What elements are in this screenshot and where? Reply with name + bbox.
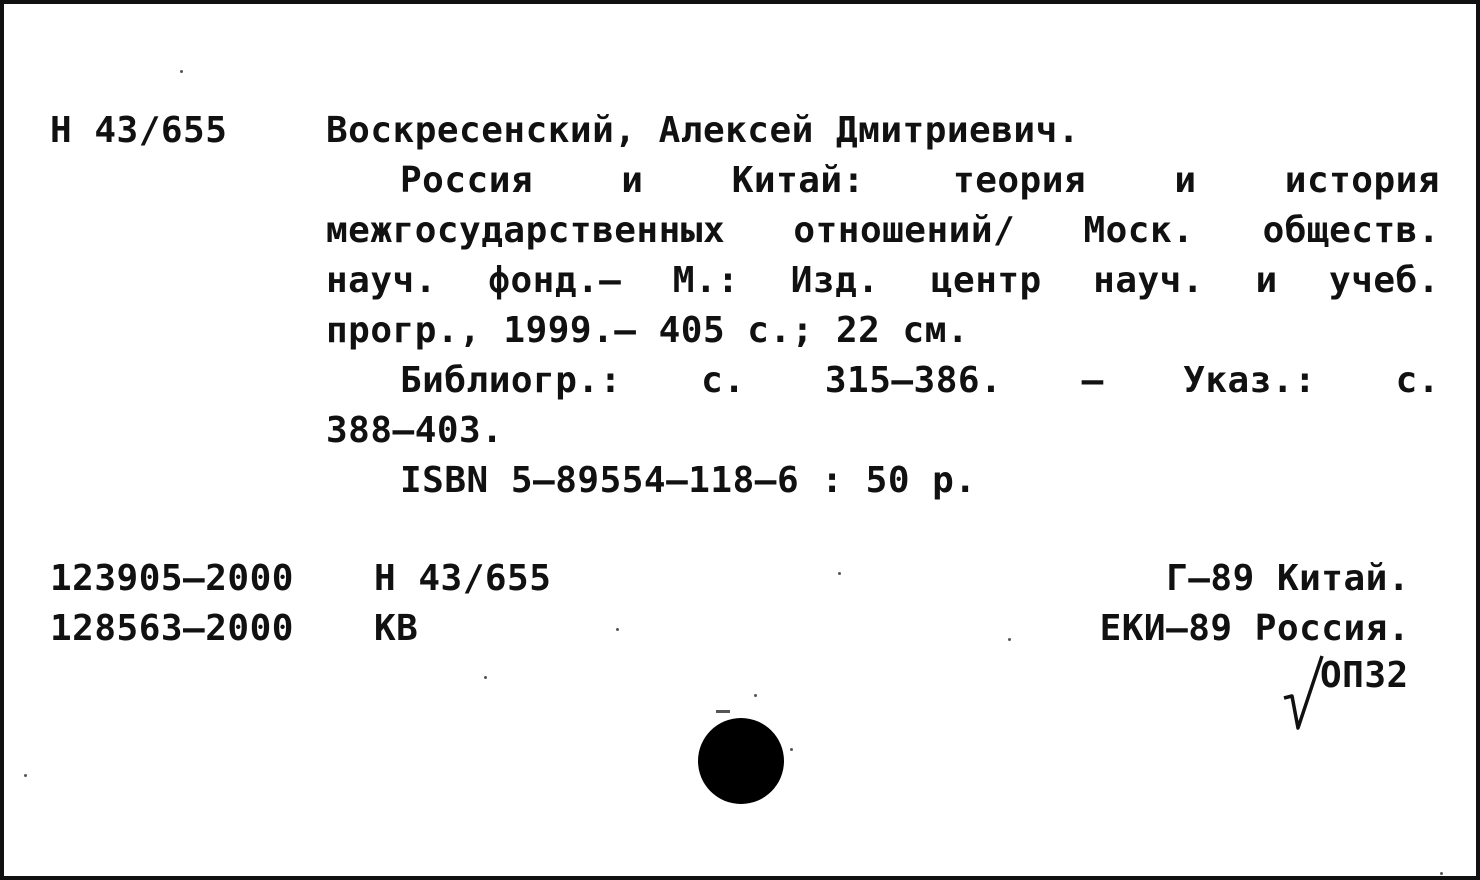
speck: [180, 70, 183, 73]
bibliography-line-2: 388–403.: [326, 410, 504, 451]
inventory-location: КВ: [374, 608, 419, 649]
speck: [838, 572, 841, 575]
bibliography-line-1: [400, 356, 1440, 406]
word: и: [1174, 160, 1197, 201]
check-code: ОП32: [1320, 655, 1409, 696]
imprint-line: прогр., 1999.– 405 с.; 22 см.: [326, 310, 970, 351]
word: межгосударственных: [326, 210, 726, 251]
word: центр: [930, 260, 1042, 301]
shelfmark: Н 43/655: [50, 110, 228, 151]
speck: [790, 748, 793, 751]
word: 315–386.: [824, 360, 1003, 401]
word: с.: [1395, 360, 1440, 401]
title-line-1: [400, 156, 1440, 206]
inventory-number: 128563–2000: [50, 608, 294, 649]
word: и: [621, 160, 644, 201]
speck: [616, 628, 619, 631]
author-heading: Воскресенский, Алексей Дмитриевич.: [326, 110, 1080, 151]
word: Библиогр.:: [400, 360, 622, 401]
subject-heading: Г–89 Китай.: [1166, 558, 1410, 599]
speck: [754, 694, 757, 697]
speck: [716, 710, 730, 713]
speck: [24, 774, 27, 777]
speck: [1440, 872, 1443, 875]
inventory-location: Н 43/655: [374, 558, 552, 599]
word: история: [1284, 160, 1440, 201]
check-mark: [1282, 652, 1432, 732]
word: Изд.: [790, 260, 880, 301]
word: –: [1081, 360, 1104, 401]
word: науч.: [326, 260, 437, 301]
word: учеб.: [1329, 260, 1440, 301]
word: Россия: [400, 160, 534, 201]
punch-hole: [698, 718, 784, 804]
subject-heading: ЕКИ–89 Россия.: [1099, 608, 1410, 649]
title-line-3: [326, 256, 1440, 306]
word: Китай:: [731, 160, 865, 201]
word: и: [1255, 260, 1278, 301]
word: науч.: [1093, 260, 1205, 301]
word: М.:: [672, 260, 740, 301]
word: фонд.–: [488, 260, 622, 301]
word: теория: [953, 160, 1087, 201]
word: Указ.:: [1183, 360, 1317, 401]
isbn-line: ISBN 5–89554–118–6 : 50 р.: [400, 460, 977, 501]
word: с.: [701, 360, 746, 401]
inventory-number: 123905–2000: [50, 558, 294, 599]
speck: [484, 676, 487, 679]
speck: [1008, 638, 1011, 641]
word: Моск.: [1083, 210, 1195, 251]
title-line-2: [326, 206, 1440, 256]
word: отношений/: [793, 210, 1016, 251]
word: обществ.: [1262, 210, 1440, 251]
